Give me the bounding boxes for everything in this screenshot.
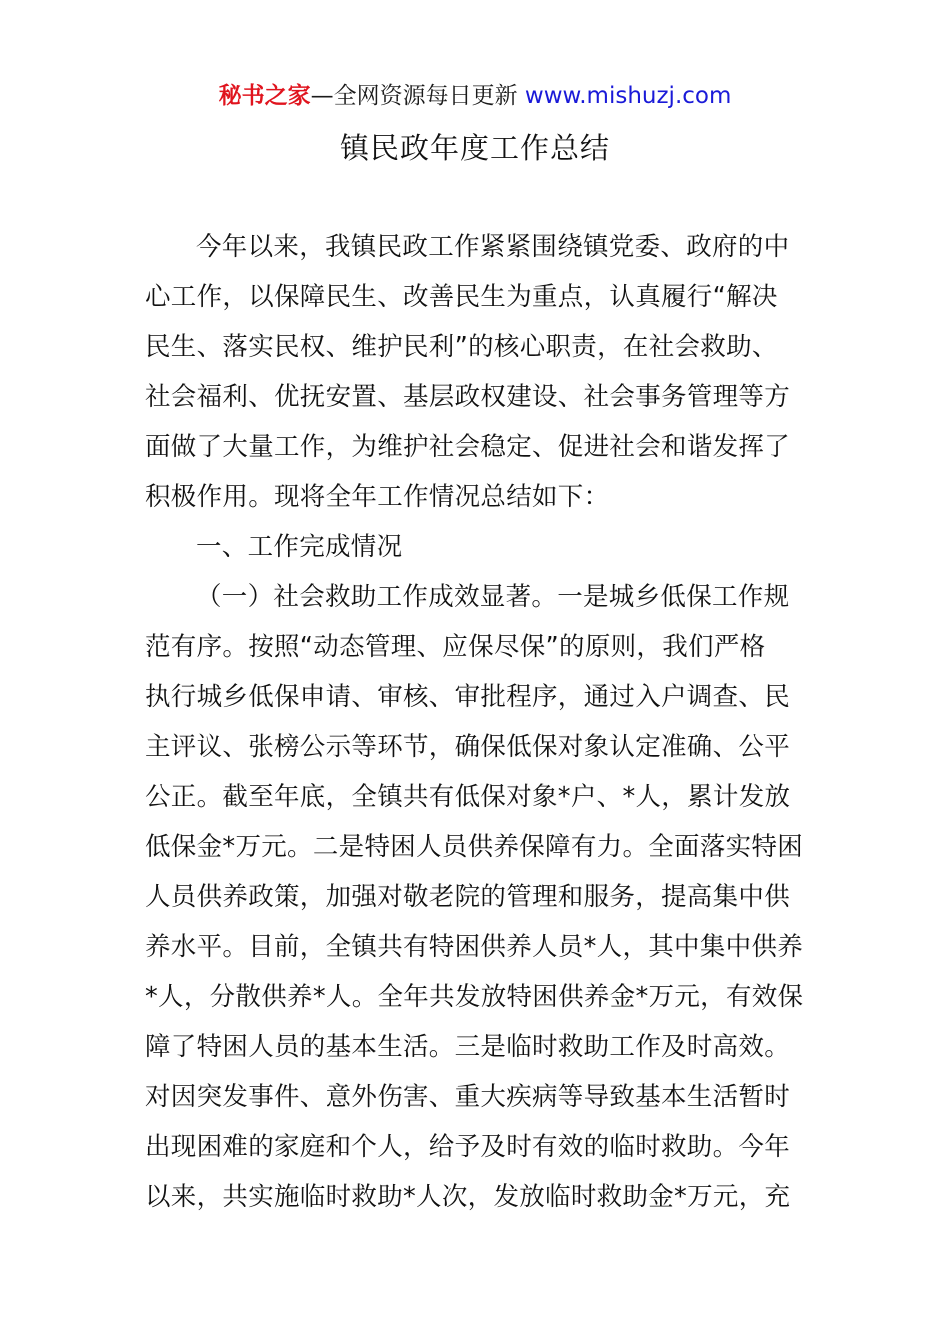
paragraph-line: （一）社会救助工作成效显著。一是城乡低保工作规 bbox=[196, 582, 790, 612]
paragraph-line: 公正。截至年底，全镇共有低保对象*户、*人，累计发放 bbox=[145, 782, 791, 812]
paragraph-line: 养水平。目前，全镇共有特困供养人员*人，其中集中供养 bbox=[145, 932, 804, 962]
paragraph-line: 人员供养政策，加强对敬老院的管理和服务，提高集中供 bbox=[145, 882, 791, 912]
paragraph-line: 执行城乡低保申请、审核、审批程序，通过入户调查、民 bbox=[145, 682, 791, 712]
site-url-link[interactable]: www.mishuzj.com bbox=[524, 83, 732, 109]
paragraph-line: 对因突发事件、意外伤害、重大疾病等导致基本生活暂时 bbox=[145, 1082, 791, 1112]
paragraph-line: 低保金*万元。二是特困人员供养保障有力。全面落实特困 bbox=[145, 832, 804, 862]
brand-name: 秘书之家 bbox=[218, 83, 311, 109]
paragraph-line: *人，分散供养*人。全年共发放特困供养金*万元，有效保 bbox=[145, 982, 804, 1012]
paragraph-line: 今年以来，我镇民政工作紧紧围绕镇党委、政府的中 bbox=[196, 232, 790, 262]
paragraph-line: 障了特困人员的基本生活。三是临时救助工作及时高效。 bbox=[145, 1032, 791, 1062]
paragraph-line: 出现困难的家庭和个人，给予及时有效的临时救助。今年 bbox=[145, 1132, 791, 1162]
paragraph-line: 范有序。按照“动态管理、应保尽保”的原则，我们严格 bbox=[145, 632, 766, 662]
header-tagline: —全网资源每日更新 bbox=[310, 83, 525, 109]
paragraph-line: 民生、落实民权、维护民利”的核心职责，在社会救助、 bbox=[145, 332, 778, 362]
paragraph-line: 以来，共实施临时救助*人次，发放临时救助金*万元，充 bbox=[145, 1182, 791, 1212]
site-header bbox=[0, 80, 950, 112]
document-body bbox=[145, 222, 810, 1222]
paragraph-line: 主评议、张榜公示等环节，确保低保对象认定准确、公平 bbox=[145, 732, 791, 762]
document-title: 镇民政年度工作总结 bbox=[339, 131, 610, 165]
paragraph-line: 面做了大量工作，为维护社会稳定、促进社会和谐发挥了 bbox=[145, 432, 791, 462]
paragraph-line: 社会福利、优抚安置、基层政权建设、社会事务管理等方 bbox=[145, 382, 791, 412]
paragraph-line: 心工作，以保障民生、改善民生为重点，认真履行“解决 bbox=[145, 282, 778, 312]
section-heading: 一、工作完成情况 bbox=[196, 532, 403, 562]
paragraph-line: 积极作用。现将全年工作情况总结如下： bbox=[145, 482, 610, 512]
